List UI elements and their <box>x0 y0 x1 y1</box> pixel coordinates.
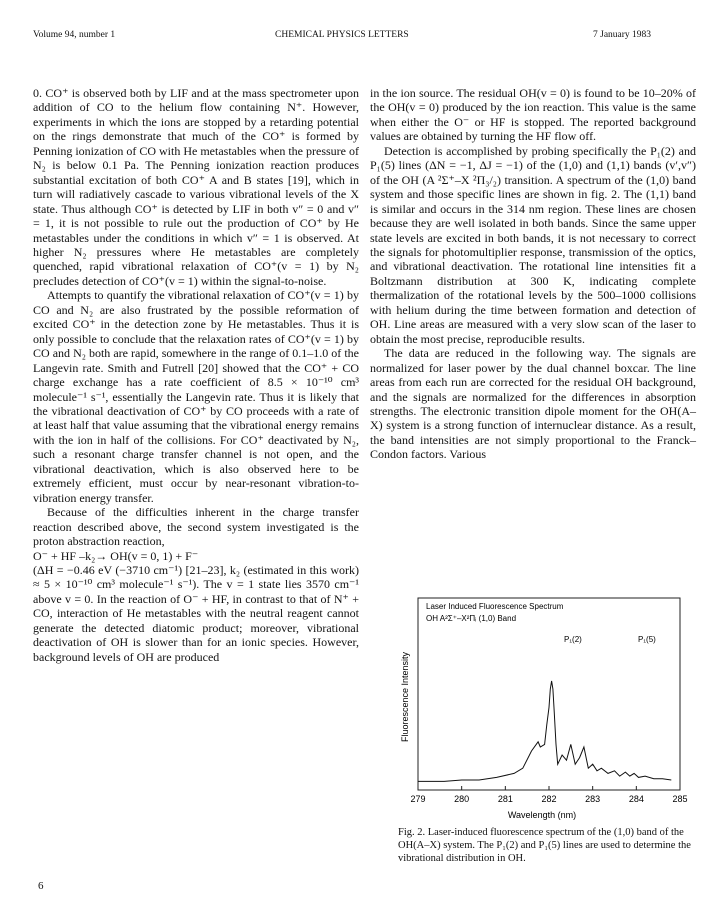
paragraph: Because of the difficulties inherent in the charge transfer reaction described above, the second system investigated is the proton abstraction reaction, <box>33 505 359 549</box>
y-axis-label: Fluorescence Intensity <box>400 651 410 742</box>
x-tick-label: 283 <box>585 794 601 804</box>
reaction-equation: O⁻ + HF –k₂→ OH(v = 0, 1) + F⁻ <box>33 548 199 563</box>
right-column <box>370 86 696 462</box>
x-axis-label: Wavelength (nm) <box>507 810 577 820</box>
figure-caption: Fig. 2. Laser-induced fluorescence spectrum of the (1,0) band of the OH(A–X) system. The P₁(2) and P₁(5) lines are used to determine the vibrational distribution in OH. <box>398 827 691 864</box>
chart-title: Laser Induced Fluorescence Spectrum <box>426 602 564 611</box>
peak-label-p1-2: P₁(2) <box>564 635 582 644</box>
x-tick-label: 285 <box>672 794 688 804</box>
left-column <box>33 86 359 664</box>
paragraph: in the ion source. The residual OH(v = 0) is found to be 10–20% of the OH(v = 0) produced by the ion reaction. This value is the same when either the O⁻ or HF is stopped. The reported background values are obtained by turning the HF flow off. <box>370 86 696 144</box>
paragraph: Attempts to quantify the vibrational relaxation of CO⁺(v = 1) by CO and N₂ are also frustrated by the possible reformation of excited CO⁺ in the detection zone by He metastables. Thus it is only possible to conclude that the relaxation rates of CO⁺(v = 1) by CO and N₂ both are rapid, somewhere in the range of 0.1–1.0 of the Langevin rate. Smith and Futrell [20] showed that the CO⁺ + CO charge exchange has a rate coefficient of 8.5 × 10⁻¹⁰ cm³ molecule⁻¹ s⁻¹, essentially the Langevin rate. Thus it is likely that the vibrational deactivation of CO⁺ by CO proceeds with a rate of at least half that value assuming that the vibrational energy remains with the ion in half of the collisions. For CO⁺ deactivated by N₂, such a resonant charge transfer channel is not open, and the vibrational deactivation, which is also observed here to be extremely efficient, must occur by near-resonant vibration-to-vibration energy transfer. <box>33 288 359 505</box>
spectrum-line <box>418 681 671 781</box>
x-tick-label: 279 <box>410 794 426 804</box>
x-tick-label: 280 <box>454 794 470 804</box>
journal-title: CHEMICAL PHYSICS LETTERS <box>275 30 409 40</box>
lif-spectrum-chart <box>392 590 692 820</box>
paragraph: (ΔH = −0.46 eV (−3710 cm⁻¹) [21–23], k₂ (estimated in this work) ≈ 5 × 10⁻¹⁰ cm³ molecule⁻¹ s⁻¹). The v = 1 state lies 3570 cm⁻¹ above v = 0. In the reaction of O⁻ + HF, in contrast to that of N⁺ + CO, interaction of He metastables with the neutral reagent cannot generate the detected diatomic product; moreover, vibrational deactivation of OH is slower than for an ionic species. However, background levels of OH are produced <box>33 562 359 664</box>
x-tick-group <box>410 786 687 804</box>
x-tick-label: 282 <box>541 794 557 804</box>
paragraph: The data are reduced in the following way. The signals are normalized for laser power by the dual channel boxcar. The line areas from each run are corrected for the residual OH background, and the signals are normalized for the differences in absorption strengths. The electronic transition dipole moment for the OH(A–X) system is a strong function of internuclear distance. As a result, the band intensities are not simply proportional to the Franck–Condon factors. Various <box>370 346 696 462</box>
x-tick-label: 281 <box>497 794 513 804</box>
plot-frame <box>418 598 680 790</box>
issue-date: 7 January 1983 <box>593 30 652 40</box>
chart-subtitle: OH A²Σ⁺–X²Πᵢ (1,0) Band <box>426 614 517 623</box>
paragraph: Detection is accomplished by probing specifically the P₁(2) and P₁(5) lines (ΔN = −1, ΔJ = −1) of the (1,0) and (1,1) bands (v′,v″) of the OH (A ²Σ⁺–X ²Π₃/₂) transition. A spectrum of the (1,0) band system and those specific lines are shown in fig. 2. The (1,1) band is similar and occurs in the 314 nm region. These lines are chosen because they are well isolated in both bands. Since the same upper state levels are excited in both bands, it is not necessary to correct the signals for photomultiplier response, transmission of the optics, and vibrational deactivation. The rotational line intensities fit a Boltzmann distribution at 300 K, indicating complete thermalization of the rotational levels by the 500–1000 collisions with helium during the time between formation and detection of OH. Line areas are measured with a very slow scan of the laser to obtain the most precise, reproducible results. <box>370 143 696 346</box>
peak-label-p1-5: P₁(5) <box>638 635 656 644</box>
x-tick-label: 284 <box>628 794 644 804</box>
paragraph: 0. CO⁺ is observed both by LIF and at the mass spectrometer upon addition of CO to the helium flow containing N⁺. However, experiments in which the ions are stopped by a retarding potential on the rings demonstrate that much of the CO⁺ is formed by Penning ionization of CO with He metastables when the pressure of N₂ is below 0.1 Pa. The Penning ionization reaction produces substantial excitation of both CO⁺ A and B states [19], which in turn will radiatively cascade to various vibrational levels of the X state. Thus although CO⁺ is detected by LIF in both v″ = 0 and v″ = 1, it is not possible to rule out the production of CO⁺ by He metastables under the conditions in which v″ = 1 is observed. At higher N₂ pressures where He metastables are completely quenched, rapid vibrational relaxation of CO⁺(v = 1) by N₂ precludes detection of CO⁺(v = 1) within the signal-to-noise. <box>33 86 359 288</box>
running-header <box>0 30 724 46</box>
page-number: 6 <box>38 880 44 892</box>
figure-2 <box>392 590 692 820</box>
volume-label: Volume 94, number 1 <box>33 30 116 40</box>
